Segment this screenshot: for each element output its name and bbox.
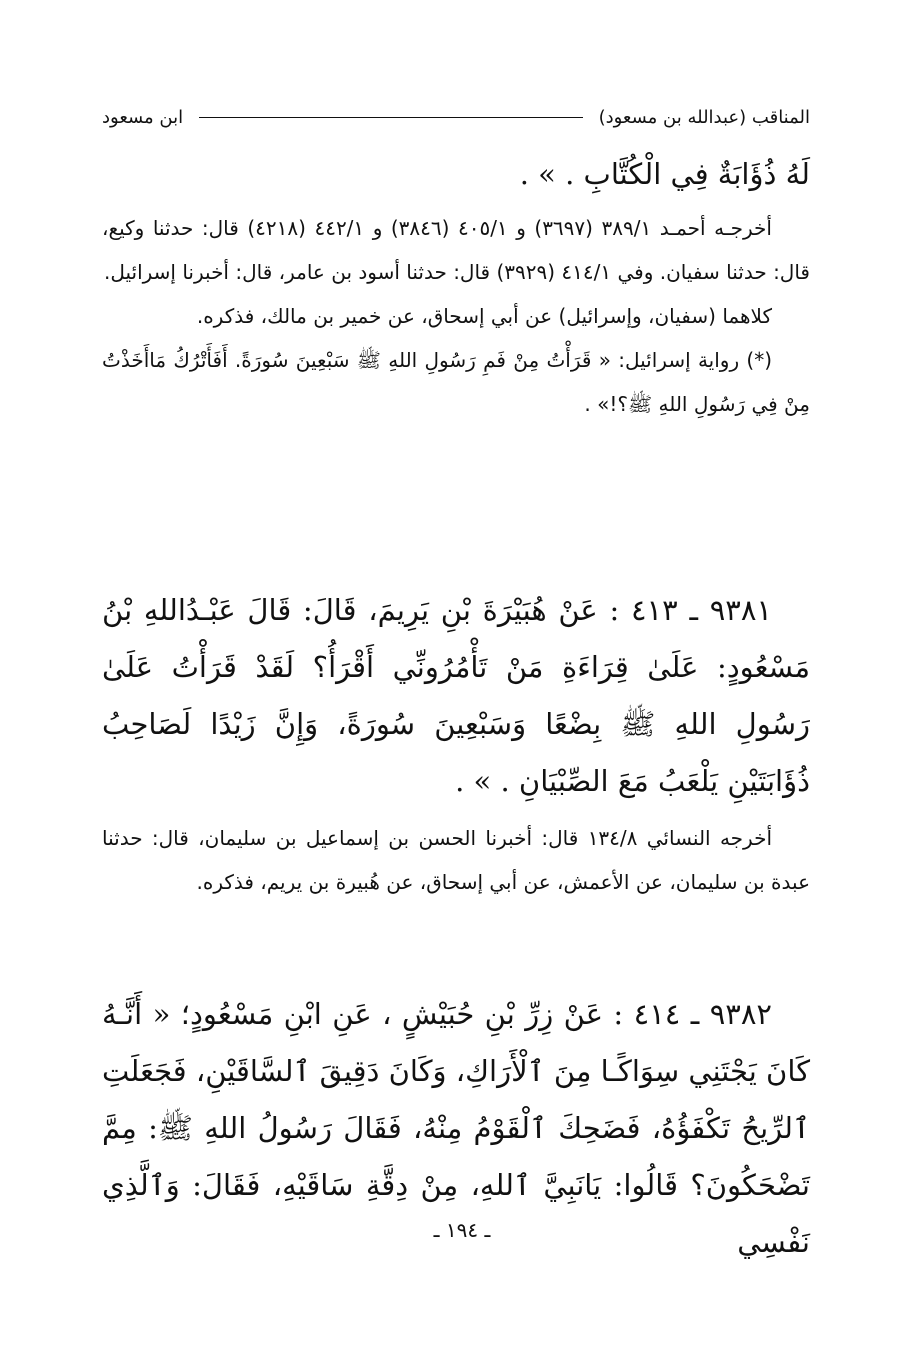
header-section: ابن مسعود: [102, 106, 184, 128]
takhrij-paragraph: أخرجـه أحمـد ٣٨٩/١ (٣٦٩٧) و ٤٠٥/١ (٣٨٤٦) و ٤٤٢/١ (٤٢١٨) قال: حدثنا وكيع، قال: حدثنا سفيان. وفي ٤١٤/١ (٣٩٢٩) قال: حدثنا أسود بن عامر، قال: أخبرنا إسرائيل.: [102, 216, 810, 284]
takhrij-block-2: أخرجه النسائي ١٣٤/٨ قال: أخبرنا الحسن بن إسماعيل بن سليمان، قال: حدثنا عبدة بن سليمان، عن الأعمش، عن أبي إسحاق، عن هُبيرة بن يريم، فذكره.: [102, 826, 810, 894]
takhrij-paragraph: كلاهما (سفيان، وإسرائيل) عن أبي إسحاق، عن خمير بن مالك، فذكره.: [196, 304, 772, 328]
continuation-text: لَهُ ذُؤَابَةٌ فِي الْكُتَّابِ . » .: [519, 157, 810, 191]
hadith-9381: ٩٣٨١ ـ ٤١٣ : عَنْ هُبَيْرَةَ بْنِ يَرِيمَ، قَالَ: قَالَ عَبْـدُاللهِ بْنُ مَسْعُودٍ: عَلَىٰ قِرَاءَةِ مَنْ تَأْمُرُونِّي أَقْرَأُ؟ لَقَدْ قَرَأْتُ عَلَىٰ رَسُولِ اللهِ ﷺ بِضْعًا وَسَبْعِينَ سُورَةً، وَإِنَّ زَيْدًا لَصَاحِبُ ذُؤَابَتَيْنِ يَلْعَبُ مَعَ الصِّبْيَانِ . » .: [102, 593, 810, 798]
running-header: [102, 100, 810, 134]
hadith-9382: ٩٣٨٢ ـ ٤١٤ : عَنْ زِرِّ بْنِ حُبَيْشٍ ، عَنِ ابْنِ مَسْعُودٍ؛ « أَنَّـهُ كَانَ يَجْتَنِي سِوَاكًـا مِنَ ٱلْأَرَاكِ، وَكَانَ دَقِيقَ ٱلسَّاقَيْنِ، فَجَعَلَتِ ٱلرِّيحُ تَكْفَؤُهُ، فَضَحِكَ ٱلْقَوْمُ مِنْهُ، فَقَالَ رَسُولُ اللهِ ﷺ: مِمَّ تَضْحَكُونَ؟ قَالُوا: يَانَبِيَّ ٱللهِ، مِنْ دِقَّةِ سَاقَيْهِ، فَقَالَ: وَٱلَّذِي نَفْسِي: [102, 997, 810, 1259]
header-rule: [199, 117, 582, 118]
page-number: ـ ١٩٤ ـ: [433, 1218, 491, 1242]
takhrij-block-1: [102, 206, 810, 426]
header-chapter: المناقب (عبدالله بن مسعود): [598, 106, 810, 128]
narration-note: (*) رواية إسرائيل: « قَرَأْتُ مِنْ فَمِ رَسُولِ اللهِ ﷺ سَبْعِينَ سُورَةً. أَفَأَتْرُكُ مَاأَخَذْتُ مِنْ فِي رَسُولِ اللهِ ﷺ؟!» .: [102, 348, 810, 416]
